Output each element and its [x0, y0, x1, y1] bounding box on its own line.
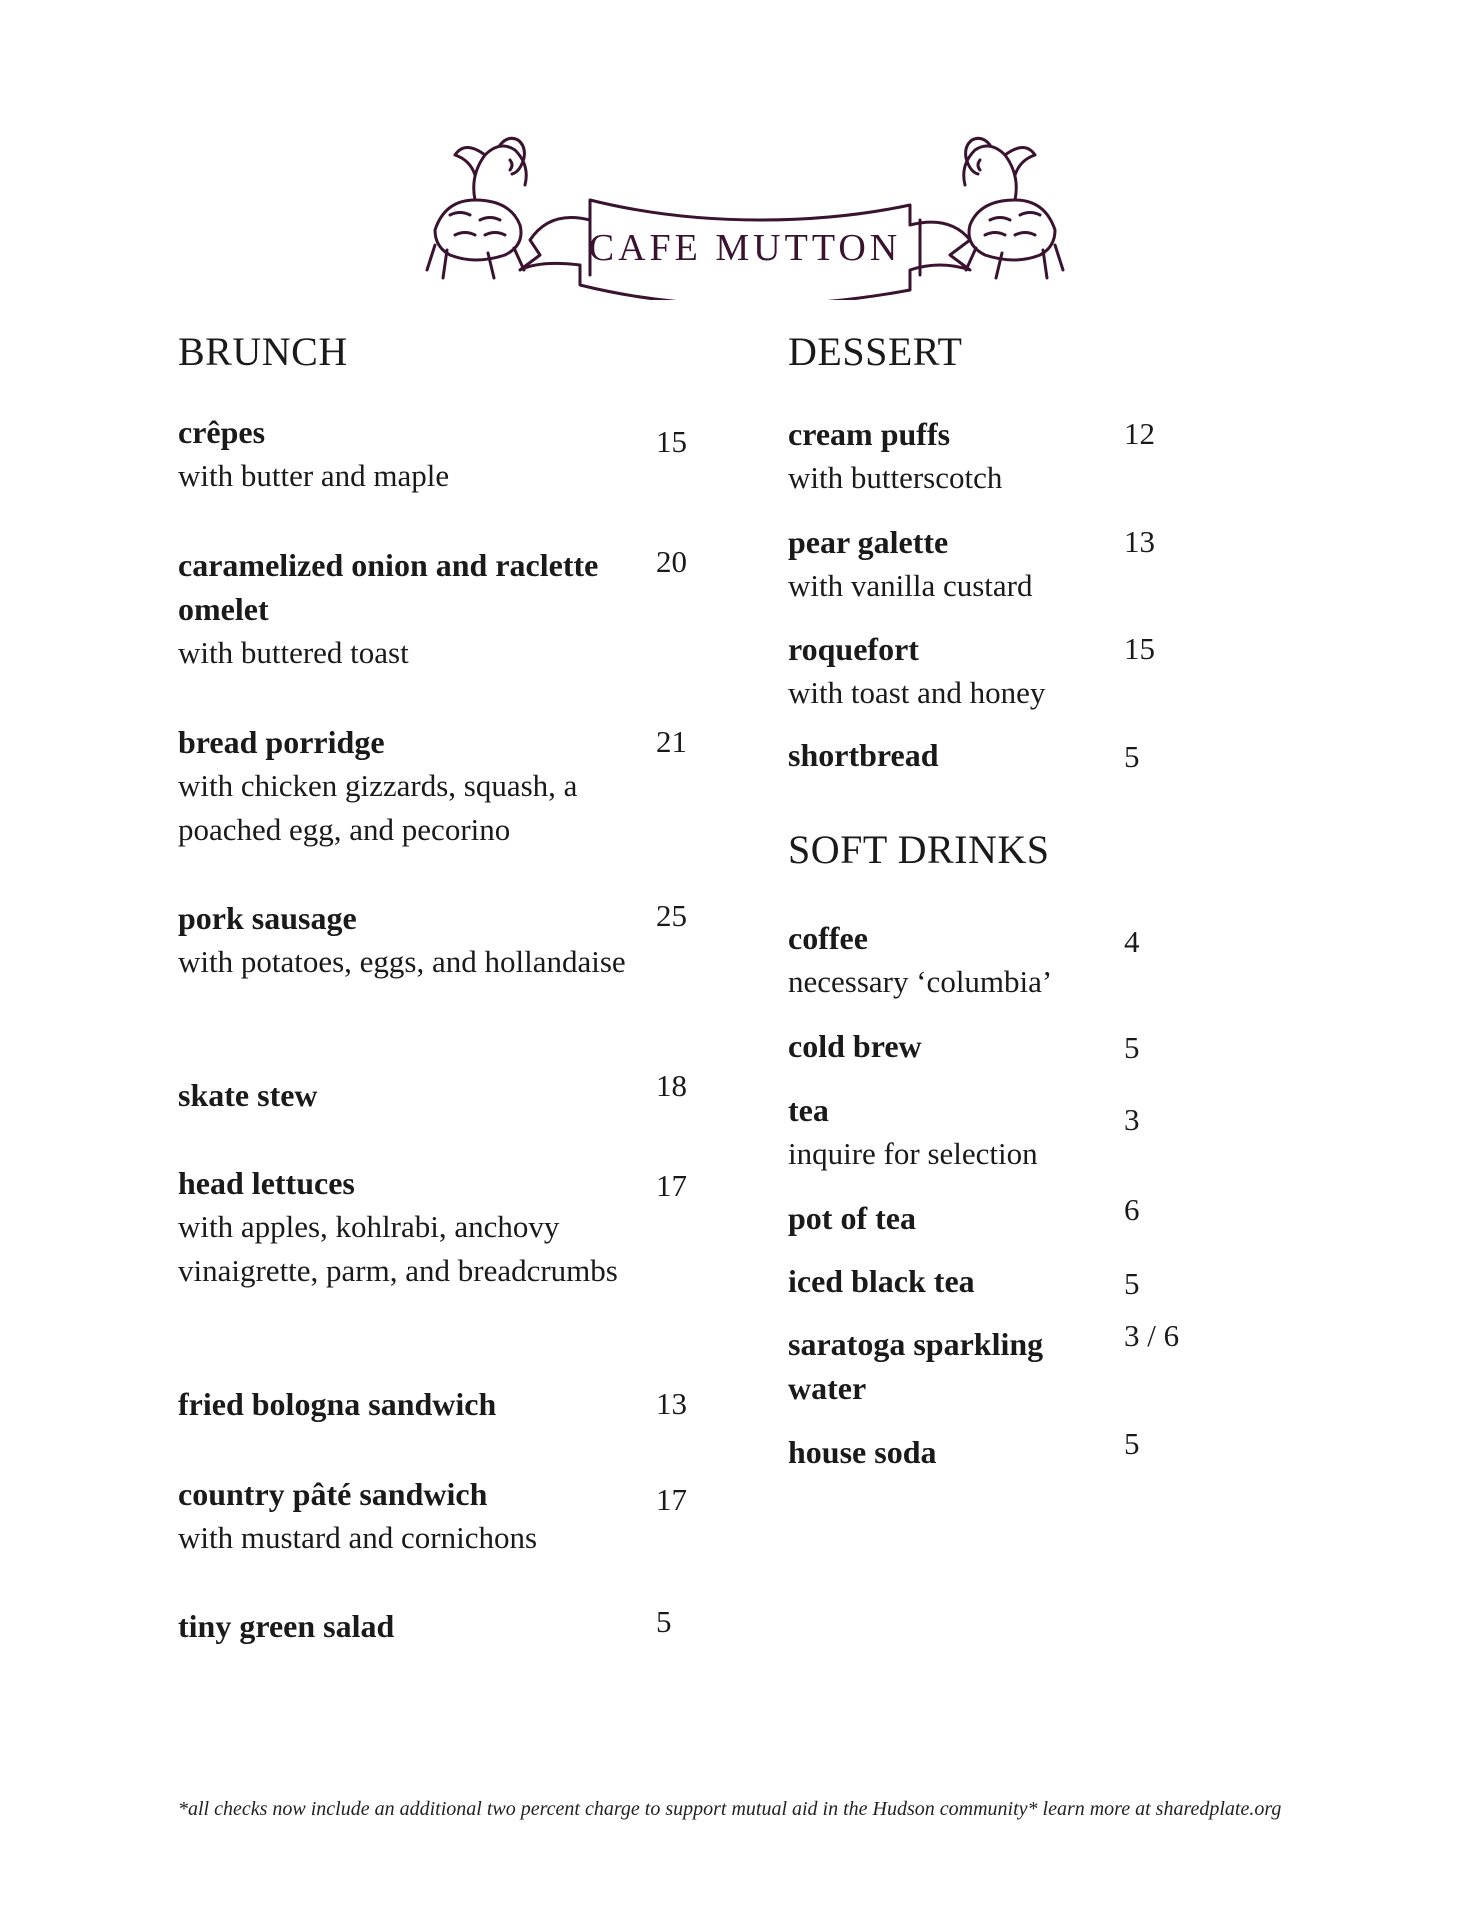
item-price: 15 [656, 424, 687, 459]
soft-drinks-title: SOFT DRINKS [788, 827, 1050, 872]
menu-item [178, 1161, 638, 1293]
item-name: saratoga sparkling water [788, 1326, 1044, 1406]
menu-item [788, 1259, 1088, 1303]
item-price: 13 [1124, 524, 1155, 559]
footer-note: *all checks now include an additional two percent charge to support mutual aid in the Hudson community* learn more at sharedplate.org [178, 1798, 1282, 1820]
menu-item [788, 1088, 1088, 1176]
item-price: 15 [1124, 631, 1155, 666]
item-price: 13 [656, 1386, 687, 1421]
menu-item [788, 627, 1088, 715]
item-name: bread porridge [178, 724, 385, 760]
item-price: 5 [1124, 739, 1140, 774]
item-name: roquefort [788, 631, 919, 667]
item-price: 5 [1124, 1426, 1140, 1461]
item-desc: with toast and honey [788, 675, 1046, 710]
right-winged-sheep-icon [964, 138, 1063, 278]
menu-item [788, 1322, 1078, 1410]
menu-item [178, 1382, 638, 1426]
item-name: tea [788, 1092, 829, 1128]
item-desc: with butterscotch [788, 460, 1003, 495]
item-price: 5 [656, 1604, 672, 1639]
item-name: iced black tea [788, 1263, 975, 1299]
item-name: pork sausage [178, 900, 357, 936]
menu-item [178, 1604, 638, 1648]
item-name: cold brew [788, 1028, 922, 1064]
item-price: 21 [656, 724, 687, 759]
brunch-title: BRUNCH [178, 329, 348, 374]
item-name: country pâté sandwich [178, 1476, 488, 1512]
cafe-mutton-logo [415, 120, 1075, 300]
item-price: 5 [1124, 1266, 1140, 1301]
menu-item [178, 1472, 638, 1560]
menu-item [178, 896, 638, 984]
item-price: 17 [656, 1168, 687, 1203]
menu-item [788, 1430, 1088, 1474]
item-name: pear galette [788, 524, 949, 560]
menu-item [178, 543, 638, 675]
item-desc: with vanilla custard [788, 568, 1033, 603]
menu-item [178, 720, 638, 852]
item-desc: with chicken gizzards, squash, a poached egg, and pecorino [178, 768, 578, 847]
menu-item [178, 410, 638, 498]
menu-item [788, 520, 1088, 608]
dessert-title: DESSERT [788, 329, 963, 374]
menu-item [788, 916, 1088, 1004]
item-name: head lettuces [178, 1165, 355, 1201]
left-winged-sheep-icon [427, 138, 526, 278]
item-desc: necessary ‘columbia’ [788, 964, 1053, 999]
item-name: coffee [788, 920, 868, 956]
item-price: 5 [1124, 1030, 1140, 1065]
item-price: 6 [1124, 1192, 1140, 1227]
logo-wordmark: CAFE MUTTON [588, 227, 902, 269]
item-desc: with butter and maple [178, 458, 450, 493]
item-desc: with buttered toast [178, 635, 409, 670]
item-name: skate stew [178, 1077, 318, 1113]
item-price: 3 / 6 [1124, 1318, 1180, 1353]
item-price: 18 [656, 1068, 687, 1103]
logo-graphic [415, 120, 1075, 300]
item-price: 17 [656, 1482, 687, 1517]
menu-item [788, 1196, 1088, 1240]
item-desc: with apples, kohlrabi, anchovy vinaigrette, parm, and breadcrumbs [178, 1209, 618, 1288]
item-name: pot of tea [788, 1200, 916, 1236]
item-name: caramelized onion and raclette omelet [178, 547, 599, 627]
menu-item [178, 1073, 638, 1117]
item-price: 12 [1124, 416, 1155, 451]
item-price: 20 [656, 544, 687, 579]
item-desc: with potatoes, eggs, and hollandaise [178, 944, 626, 979]
menu-item [788, 733, 1088, 777]
item-name: crêpes [178, 414, 266, 450]
item-price: 4 [1124, 924, 1140, 959]
item-name: shortbread [788, 737, 939, 773]
item-name: tiny green salad [178, 1608, 395, 1644]
item-name: fried bologna sandwich [178, 1386, 497, 1422]
item-name: house soda [788, 1434, 937, 1470]
item-price: 3 [1124, 1102, 1140, 1137]
item-desc: inquire for selection [788, 1136, 1038, 1171]
menu-item [788, 1024, 1088, 1068]
menu-item [788, 412, 1088, 500]
item-desc: with mustard and cornichons [178, 1520, 538, 1555]
item-price: 25 [656, 898, 687, 933]
item-name: cream puffs [788, 416, 951, 452]
